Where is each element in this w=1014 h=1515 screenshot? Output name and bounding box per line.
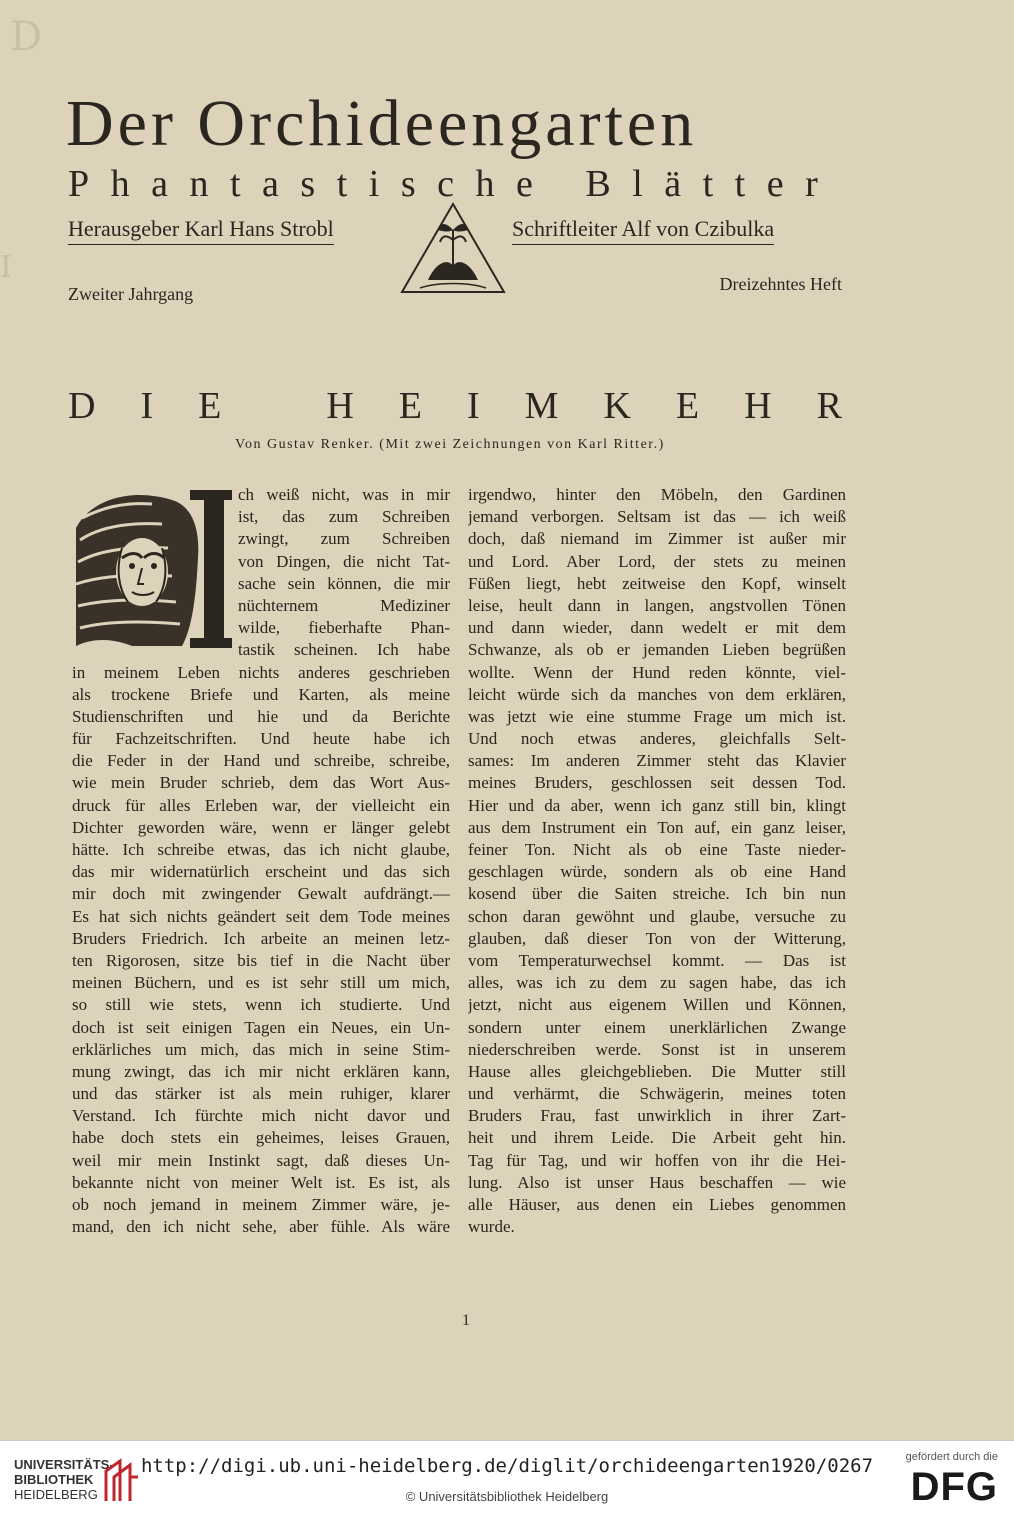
text-line: mand, den ich nicht sehe, aber fühle. Als wäre [72, 1217, 450, 1237]
text-line: und das stärker ist als mein ruhiger, klarer [72, 1084, 450, 1104]
volume-label: Zweiter Jahrgang [68, 284, 194, 304]
show-through-text: D [10, 14, 69, 60]
text-line: alles, was ich zu dem zu sagen habe, das ich [468, 973, 846, 993]
text-line: Bruders Friedrich. Ich arbeite an meinen letz- [72, 928, 450, 948]
text-line: geschlagen würde, sondern als ob eine Hand [468, 862, 846, 882]
text-line: ch weiß nicht, was in mir [238, 485, 450, 504]
text-line: vom Temperaturwechsel kommt. — Das ist [468, 950, 846, 970]
text-line: aus dem Instrument ein Ton auf, ein ganz leiser, [468, 817, 846, 837]
title-letter: E [198, 385, 222, 427]
text-line: zwingt, zum Schreiben [238, 529, 450, 549]
viewer-footer [0, 1440, 1014, 1515]
text-line: jetzt, nicht aus eigenem Willen und Können, [468, 995, 846, 1015]
text-line: Verstand. Ich fürchte mich nicht davor und [72, 1106, 450, 1126]
title-letter: I [467, 385, 480, 427]
text-line: die Feder in der Hand und schreibe, schreibe, [72, 751, 450, 771]
text-line: Hause alles gleichgeblieben. Die Mutter still [468, 1061, 846, 1081]
text-column-right [468, 484, 846, 1238]
title-letter: K [603, 385, 631, 427]
library-name-line: HEIDELBERG [14, 1487, 98, 1502]
text-line: Tag für Tag, und wir hoffen von ihr die Hei- [468, 1150, 846, 1170]
text-line: ten Rigorosen, sitze bis tief in die Nacht über [72, 950, 450, 970]
text-line: tastik scheinen. Ich habe [238, 640, 450, 660]
text-line: von Dingen, die nicht Tat- [238, 551, 450, 571]
magazine-subtitle: Phantastische Blätter [68, 163, 840, 205]
orchid-emblem-icon [398, 200, 508, 296]
text-line: doch, daß niemand im Zimmer ist außer mir [468, 529, 846, 549]
text-line: nüchternem Mediziner [238, 595, 450, 615]
text-line: Studienschriften und hie und da Berichte [72, 706, 450, 726]
funding-label: gefördert durch die [905, 1451, 998, 1463]
text-line: heit und ihrem Leide. Die Arbeit geht hin. [468, 1128, 846, 1148]
text-line: jemand verborgen. Seltsam ist das — ich weiß [468, 507, 846, 527]
text-line: leicht würde sich da manches von dem erklären, [468, 684, 846, 704]
text-line: lung. Also ist unser Haus beschaffen — wie [468, 1172, 846, 1192]
title-letter: H [744, 385, 772, 427]
text-line: hätte. Ich schreibe etwas, das ich nicht glaube, [72, 840, 450, 859]
title-letter: M [524, 385, 559, 427]
show-through-text: I [0, 250, 38, 285]
text-line: und dann wieder, dann wedelt er mit dem [468, 618, 846, 638]
text-line: alle Häuser, aus denen ein Liebes genommen [468, 1195, 846, 1214]
title-letter: E [398, 385, 422, 427]
text-line: niederschreiben werde. Sonst ist in unserem [468, 1039, 846, 1059]
copyright-notice: © Universitätsbibliothek Heidelberg [405, 1489, 609, 1504]
text-line: so still wie stets, wenn ich studierte. Und [72, 995, 450, 1015]
text-line: ob noch jemand in meinem Zimmer wäre, je- [72, 1195, 450, 1214]
text-line: Dichter geworden wäre, wenn er länger gelebt [72, 817, 450, 837]
text-line: druck für alles Erleben war, der vielleicht ein [72, 795, 450, 815]
editor-line: Schriftleiter Alf von Czibulka [512, 216, 774, 245]
text-line: bekannte nicht von meiner Welt ist. Es ist, als [72, 1172, 450, 1192]
text-line: wie mein Bruder schrieb, dem das Wort Aus- [72, 773, 450, 793]
text-line: leise, heult dann in langen, angstvollen Tönen [468, 595, 846, 615]
title-letter: H [326, 385, 354, 427]
text-line: meines Bruders, geschlossen seit dessen Tod. [468, 773, 846, 793]
text-line: habe doch stets ein geheimes, leises Grauen, [72, 1128, 450, 1148]
title-letter: D [68, 385, 96, 427]
library-name-line: UNIVERSITÄTS- [14, 1457, 114, 1472]
text-line: das mir widernatürlich erscheint und das sich [72, 862, 450, 882]
title-letter: I [140, 385, 154, 427]
text-line: wilde, fieberhafte Phan- [238, 618, 450, 638]
text-line: wurde. [468, 1217, 515, 1237]
article-byline: Von Gustav Renker. (Mit zwei Zeichnungen von Karl Ritter.) [235, 437, 665, 452]
text-line: Bruders Frau, fast unwirklich in ihrer Zart- [468, 1106, 846, 1126]
text-line: für Fachzeitschriften. Und heute habe ich [72, 729, 450, 749]
permalink-url[interactable]: http://digi.ub.uni-heidelberg.de/diglit/orchideengarten1920/0267 [140, 1455, 874, 1477]
text-line: mung zwingt, das ich mir nicht erklären kann, [72, 1061, 450, 1081]
text-line: schon daran gewöhnt und glaube, versuche zu [468, 906, 846, 926]
text-line: sames: Im anderen Zimmer steht das Klavier [468, 751, 846, 771]
text-line: in meinem Leben nichts anderes geschrieben [72, 662, 450, 682]
title-letter: E [675, 385, 700, 427]
title-letter: R [816, 385, 842, 427]
text-line: feiner Ton. Nicht als ob eine Taste nieder- [468, 840, 846, 859]
text-line: glauben, daß dieser Ton von der Witterung, [468, 928, 846, 948]
text-line: kosend über die Saiten streiche. Ich bin nun [468, 884, 846, 904]
text-column-left [72, 484, 450, 1238]
text-line: weil mir mein Instinkt sagt, daß dieses Un- [72, 1150, 450, 1170]
page-number: 1 [462, 1312, 470, 1329]
text-line: und Lord. Aber Lord, der stets zu meinen [468, 551, 846, 571]
magazine-title: Der Orchideengarten [66, 87, 698, 160]
text-line: mir doch mit zwingender Gewalt aufdrängt.— [72, 884, 450, 904]
text-line: und verhärmt, die Schwägerin, meines toten [468, 1084, 846, 1104]
publisher-line: Herausgeber Karl Hans Strobl [68, 216, 334, 245]
text-line: irgendwo, hinter den Möbeln, den Gardinen [468, 485, 846, 504]
text-line: Hier und da aber, wenn ich ganz still bin, klingt [468, 795, 846, 815]
text-line: Füßen liegt, hebt zeitweise den Kopf, winselt [468, 573, 846, 593]
text-line: Es hat sich nichts geändert seit dem Tode meines [72, 906, 450, 926]
text-line: sache sein können, die mir [238, 573, 450, 593]
article-title [68, 384, 842, 428]
text-line: was jetzt wie eine stumme Frage um mich ist. [468, 706, 846, 726]
text-line: doch ist seit einigen Tagen ein Neues, ein Un- [72, 1017, 450, 1037]
text-line: ist, das zum Schreiben [238, 507, 450, 527]
text-line: als trockene Briefe und Karten, als meine [72, 684, 450, 704]
issue-label: Dreizehntes Heft [719, 274, 842, 294]
text-line: Schwanze, als ob er jemanden Lieben begrüßen [468, 640, 846, 660]
text-line: erklärliches um mich, das mich in seine Stim- [72, 1039, 450, 1059]
text-line: sondern unter einem unerklärlichen Zwange [468, 1017, 846, 1037]
text-line: meinen Büchern, und es ist sehr still um mich, [72, 973, 450, 993]
library-name-line: BIBLIOTHEK [14, 1472, 94, 1487]
text-line: Und noch etwas anderes, gleichfalls Selt- [468, 729, 846, 749]
dfg-logo[interactable]: DFG [910, 1465, 998, 1509]
text-line: wollte. Wenn der Hund reden könnte, viel- [468, 662, 846, 682]
